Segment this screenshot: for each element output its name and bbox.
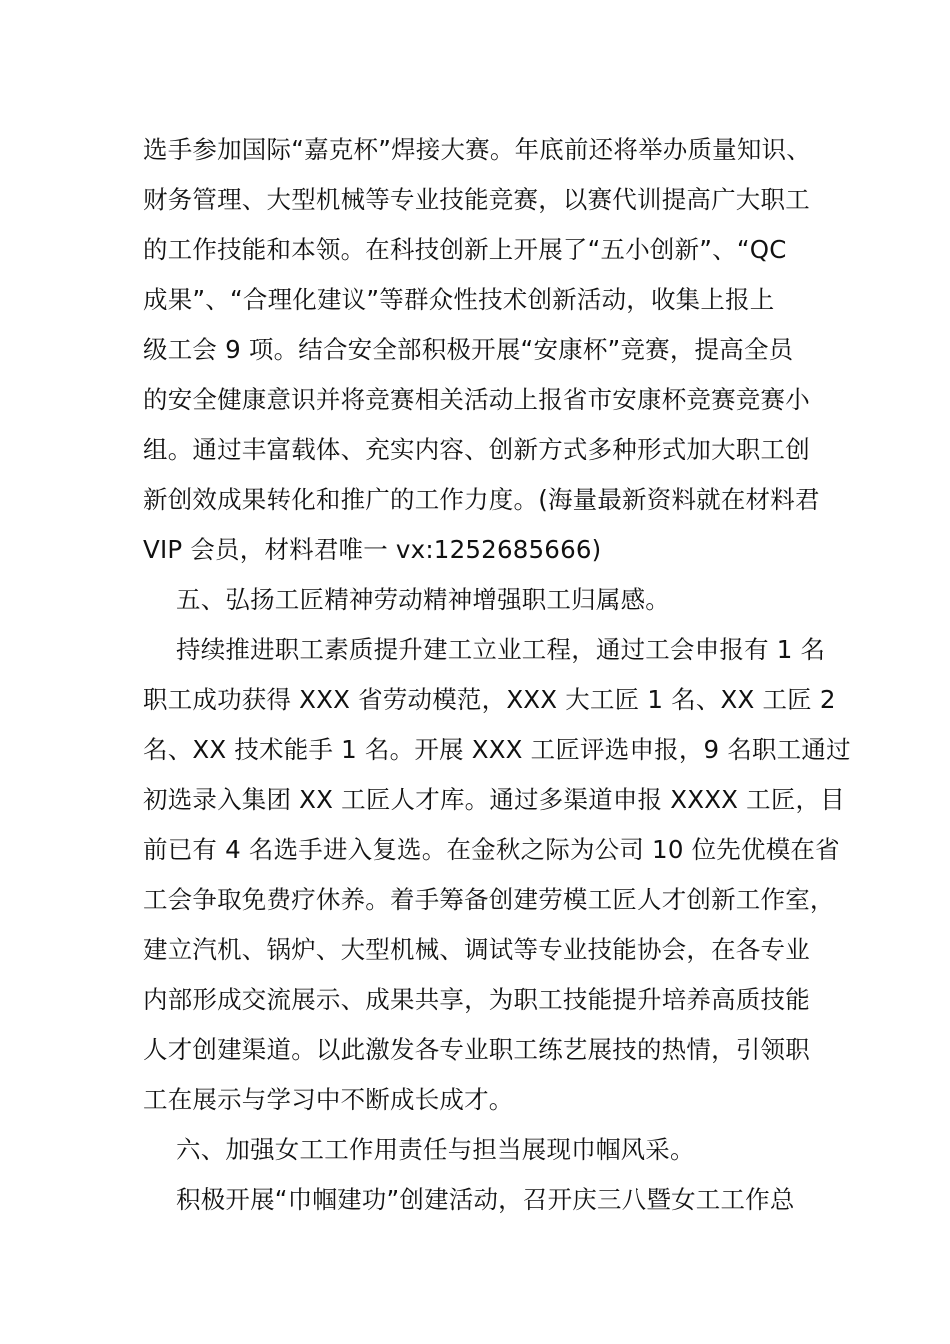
section-heading: 五、弘扬工匠精神劳动精神增强职工归属感。 (176, 585, 670, 614)
text-line: VIP 会员，材料君唯一 vx:1252685666) (143, 535, 602, 564)
text-line: 积极开展“巾帼建功”创建活动，召开庆三八暨女工工作总 (176, 1185, 795, 1214)
text-line: 组。通过丰富载体、充实内容、创新方式多种形式加大职工创 (143, 435, 810, 464)
section-heading: 六、加强女工工作用责任与担当展现巾帼风采。 (176, 1135, 695, 1164)
text-line: 工在展示与学习中不断成长成才。 (143, 1085, 514, 1114)
text-line: 前已有 4 名选手进入复选。在金秋之际为公司 10 位先优模在省 (143, 835, 840, 864)
text-line: 内部形成交流展示、成果共享，为职工技能提升培养高质技能 (143, 985, 810, 1014)
text-line: 选手参加国际“嘉克杯”焊接大赛。年底前还将举办质量知识、 (143, 135, 811, 164)
text-line: 级工会 9 项。结合安全部积极开展“安康杯”竞赛，提高全员 (143, 335, 794, 364)
text-line: 持续推进职工素质提升建工立业工程，通过工会申报有 1 名 (176, 635, 826, 664)
text-line: 的工作技能和本领。在科技创新上开展了“五小创新”、“QC (143, 235, 787, 264)
text-line: 名、XX 技术能手 1 名。开展 XXX 工匠评选申报，9 名职工通过 (143, 735, 851, 764)
text-line: 初选录入集团 XX 工匠人才库。通过多渠道申报 XXXX 工匠，目 (143, 785, 845, 814)
text-line: 工会争取免费疗休养。着手筹备创建劳模工匠人才创新工作室， (143, 885, 835, 914)
text-line: 成果”、“合理化建议”等群众性技术创新活动，收集上报上 (143, 285, 775, 314)
text-line: 新创效成果转化和推广的工作力度。(海量最新资料就在材料君 (143, 485, 820, 514)
text-line: 的安全健康意识并将竞赛相关活动上报省市安康杯竞赛竞赛小 (143, 385, 810, 414)
text-line: 财务管理、大型机械等专业技能竞赛，以赛代训提高广大职工 (143, 185, 810, 214)
text-line: 人才创建渠道。以此激发各专业职工练艺展技的热情，引领职 (143, 1035, 810, 1064)
text-line: 职工成功获得 XXX 省劳动模范，XXX 大工匠 1 名、XX 工匠 2 (143, 685, 836, 714)
text-line: 建立汽机、锅炉、大型机械、调试等专业技能协会，在各专业 (143, 935, 810, 964)
